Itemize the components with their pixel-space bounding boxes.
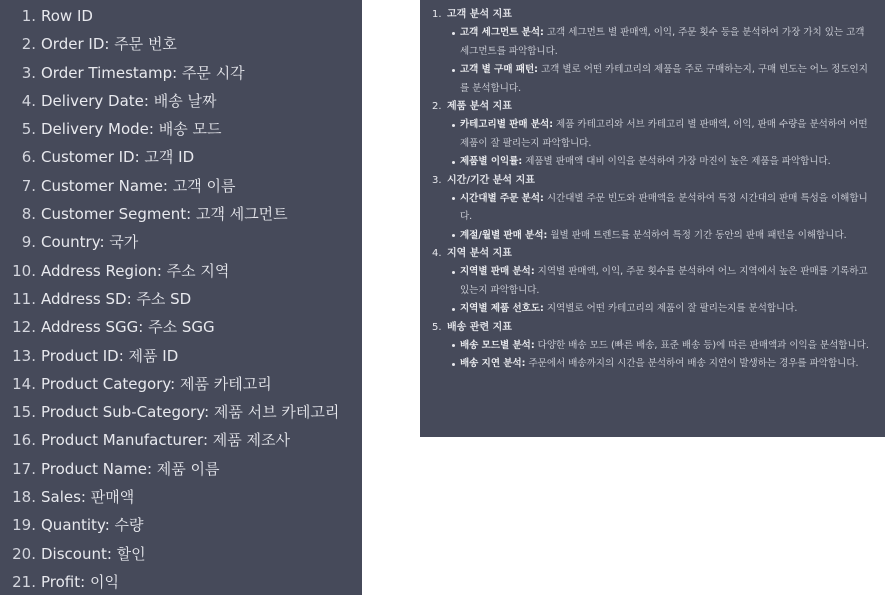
- bullet-label: 지역별 판매 분석:: [460, 266, 535, 277]
- section-heading: [432, 245, 876, 263]
- list-item-text: Order Timestamp: 주문 시각: [41, 63, 245, 82]
- bullet-list: [432, 263, 876, 319]
- list-item: [0, 285, 362, 313]
- list-item: [0, 455, 362, 483]
- list-item-text: Delivery Date: 배송 날짜: [41, 91, 217, 110]
- column-list: [0, 2, 362, 596]
- section-heading: [432, 6, 876, 24]
- metric-section: [432, 172, 876, 246]
- list-item: [0, 370, 362, 398]
- metric-section: [432, 245, 876, 319]
- section-title: 시간/기간 분석 지표: [447, 174, 535, 186]
- list-item: [0, 87, 362, 115]
- bullet-list: [432, 116, 876, 172]
- section-number: 4.: [432, 248, 442, 259]
- list-item-number: 1.: [21, 7, 36, 25]
- list-item: [0, 2, 362, 30]
- column-list-panel: [0, 0, 362, 595]
- bullet-item: [460, 24, 876, 61]
- analysis-metrics-panel: [420, 0, 885, 437]
- bullet-description: 제품 카테고리와 서브 카테고리 별 판매액, 이익, 판매 수량을 분석하여 어떤 제품이 잘 팔리는지 파악합니다.: [460, 119, 868, 149]
- list-item: [0, 540, 362, 568]
- list-item: [0, 511, 362, 539]
- bullet-item: [460, 263, 876, 300]
- list-item-text: Quantity: 수량: [41, 516, 144, 535]
- list-item-number: 2.: [21, 35, 36, 54]
- list-item-text: Customer ID: 고객 ID: [41, 148, 195, 167]
- list-item-text: Row ID: [41, 7, 93, 25]
- list-item-text: Discount: 할인: [41, 544, 146, 563]
- list-item: [0, 115, 362, 143]
- list-item: [0, 342, 362, 370]
- list-item: [0, 257, 362, 285]
- bullet-description: 시간대별 주문 빈도와 판매액을 분석하여 특정 시간대의 판매 특성을 이해합니다.: [460, 192, 868, 222]
- bullet-label: 배송 지연 분석:: [460, 358, 526, 369]
- list-item: [0, 313, 362, 341]
- list-item-text: Country: 국가: [41, 233, 139, 252]
- list-item: [0, 143, 362, 171]
- bullet-label: 제품별 이익률:: [460, 156, 523, 167]
- list-item-number: 11.: [12, 289, 36, 308]
- bullet-item: [460, 153, 876, 172]
- list-item-text: Profit: 이익: [41, 572, 119, 591]
- bullet-label: 시간대별 주문 분석:: [460, 192, 544, 204]
- metric-section: [432, 6, 876, 98]
- metric-section: [432, 98, 876, 172]
- list-item: [0, 426, 362, 454]
- bullet-list: [432, 190, 876, 246]
- list-item: [0, 30, 362, 58]
- bullet-item: [460, 337, 876, 356]
- list-item-number: 4.: [21, 91, 36, 110]
- bullet-description: 지역별로 어떤 카테고리의 제품이 잘 팔리는지를 분석합니다.: [543, 303, 798, 314]
- list-item-number: 5.: [21, 120, 36, 139]
- list-item-text: Product ID: 제품 ID: [41, 346, 179, 365]
- list-item-number: 19.: [12, 516, 36, 535]
- section-number: 5.: [432, 321, 442, 333]
- bullet-description: 월별 판매 트렌드를 분석하여 특정 기간 동안의 판매 패턴을 이해합니다.: [547, 229, 847, 241]
- list-item-number: 7.: [21, 176, 36, 195]
- bullet-description: 제품별 판매액 대비 이익을 분석하여 가장 마진이 높은 제품을 파악합니다.: [522, 156, 831, 167]
- section-number: 1.: [432, 9, 442, 20]
- bullet-description: 고객 별로 어떤 카테고리의 제품을 주로 구매하는지, 구매 빈도는 어느 정도인지를 분석합니다.: [460, 64, 868, 94]
- list-item-text: Product Manufacturer: 제품 제조사: [41, 431, 290, 450]
- bullet-item: [460, 227, 876, 246]
- list-item-number: 6.: [21, 148, 36, 167]
- list-item-text: Delivery Mode: 배송 모드: [41, 120, 222, 139]
- list-item-number: 20.: [12, 544, 36, 563]
- section-title: 배송 관련 지표: [447, 321, 512, 333]
- bullet-label: 지역별 제품 선호도:: [460, 303, 544, 314]
- bullet-item: [460, 116, 876, 153]
- bullet-label: 고객 세그먼트 분석:: [460, 27, 544, 38]
- list-item-number: 8.: [21, 205, 36, 224]
- section-heading: [432, 98, 876, 116]
- list-item-number: 12.: [12, 318, 36, 337]
- section-heading: [432, 172, 876, 190]
- list-item-number: 14.: [12, 374, 36, 393]
- bullet-item: [460, 61, 876, 98]
- bullet-description: 주문에서 배송까지의 시간을 분석하여 배송 지연이 발생하는 경우를 파악합니다.: [525, 358, 859, 369]
- bullet-item: [460, 355, 876, 374]
- list-item: [0, 483, 362, 511]
- bullet-label: 카테고리별 판매 분석:: [460, 119, 554, 130]
- bullet-description: 고객 세그먼트 별 판매액, 이익, 주문 횟수 등을 분석하여 가장 가치 있는 고객 세그먼트를 파악합니다.: [460, 27, 865, 57]
- list-item-text: Address SD: 주소 SD: [41, 289, 192, 308]
- list-item-text: Address Region: 주소 지역: [41, 261, 230, 280]
- bullet-item: [460, 190, 876, 227]
- list-item-number: 3.: [21, 63, 36, 82]
- list-item-number: 17.: [12, 459, 36, 478]
- list-item-number: 18.: [12, 488, 36, 507]
- list-item-number: 21.: [12, 572, 36, 591]
- list-item: [0, 200, 362, 228]
- list-item: [0, 228, 362, 256]
- list-item-text: Customer Segment: 고객 세그먼트: [41, 205, 288, 224]
- list-item-text: Address SGG: 주소 SGG: [41, 318, 215, 337]
- list-item-number: 15.: [12, 403, 36, 422]
- bullet-list: [432, 24, 876, 98]
- bullet-label: 고객 별 구매 패턴:: [460, 64, 538, 75]
- list-item-number: 10.: [12, 261, 36, 280]
- list-item-text: Customer Name: 고객 이름: [41, 176, 236, 195]
- list-item-number: 16.: [12, 431, 36, 450]
- bullet-description: 지역별 판매액, 이익, 주문 횟수를 분석하여 어느 지역에서 높은 판매를 기록하고 있는지 파악합니다.: [460, 266, 868, 296]
- bullet-label: 계절/월별 판매 분석:: [460, 229, 548, 241]
- section-number: 2.: [432, 101, 442, 112]
- section-heading: [432, 319, 876, 337]
- section-number: 3.: [432, 174, 442, 186]
- list-item: [0, 568, 362, 596]
- bullet-item: [460, 300, 876, 319]
- bullet-list: [432, 337, 876, 374]
- metric-section-list: [432, 6, 876, 374]
- section-title: 고객 분석 지표: [447, 9, 512, 20]
- list-item-text: Product Sub-Category: 제품 서브 카테고리: [41, 403, 340, 422]
- list-item-text: Sales: 판매액: [41, 488, 135, 507]
- list-item: [0, 59, 362, 87]
- bullet-description: 다양한 배송 모드 (빠른 배송, 표준 배송 등)에 따른 판매액과 이익을 분석합니다.: [534, 339, 869, 351]
- list-item-text: Order ID: 주문 번호: [41, 35, 177, 54]
- list-item-text: Product Name: 제품 이름: [41, 459, 220, 478]
- bullet-label: 배송 모드별 분석:: [460, 339, 535, 351]
- metric-section: [432, 319, 876, 374]
- list-item-text: Product Category: 제품 카테고리: [41, 374, 272, 393]
- list-item-number: 9.: [21, 233, 36, 252]
- list-item-number: 13.: [12, 346, 36, 365]
- section-title: 지역 분석 지표: [447, 248, 512, 259]
- section-title: 제품 분석 지표: [447, 101, 512, 112]
- list-item: [0, 398, 362, 426]
- list-item: [0, 172, 362, 200]
